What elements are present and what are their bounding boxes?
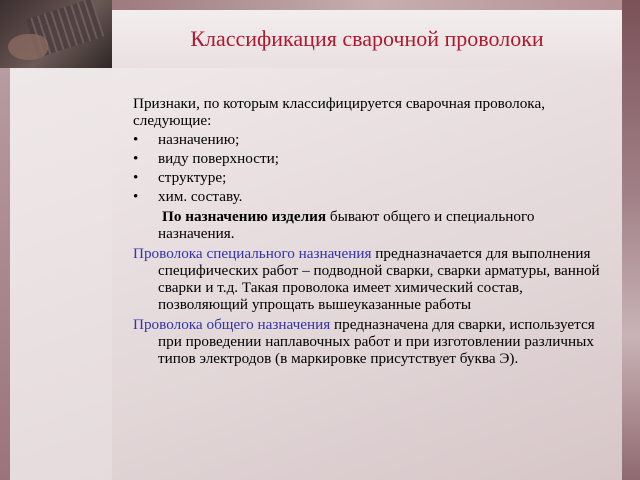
- title-bar: [112, 10, 622, 68]
- list-item: [133, 188, 603, 205]
- right-decoration: [622, 0, 640, 480]
- content-margin: [10, 68, 112, 480]
- list-item-text: структуре;: [158, 169, 227, 186]
- general-paragraph: [133, 316, 603, 367]
- list-item-text: виду поверхности;: [158, 150, 279, 167]
- list-item: [133, 131, 603, 148]
- bullet-icon: •: [133, 150, 139, 167]
- special-paragraph: [133, 245, 603, 313]
- bullet-icon: •: [133, 188, 139, 205]
- list-item: [133, 150, 603, 167]
- special-term: Проволока специального назначения: [133, 245, 372, 262]
- list-item-text: назначению;: [158, 131, 240, 148]
- hand-image: [8, 34, 48, 60]
- list-item-text: хим. составу.: [158, 188, 243, 205]
- corner-photo: [0, 0, 112, 68]
- slide-title: Классификация сварочной проволоки: [190, 26, 544, 51]
- criteria-list: [133, 131, 603, 205]
- bullet-icon: •: [133, 131, 139, 148]
- slide-body: [133, 95, 603, 367]
- purpose-paragraph: [133, 208, 603, 242]
- general-term: Проволока общего назначения: [133, 316, 331, 333]
- left-decoration: [0, 68, 10, 480]
- intro-text: Признаки, по которым классифицируется сварочная проволока, следующие:: [133, 95, 545, 129]
- purpose-text: бывают общего и специального назначения.: [158, 208, 535, 242]
- list-item: [133, 169, 603, 186]
- special-text: предназначается для выполнения специфических работ – подводной сварки, сварки арматуры, ванной сварки и т.д. Такая проволока имеет химический состав, позволяющий упрощать вышеуказанные работы: [158, 245, 600, 313]
- purpose-heading: По назначению изделия: [162, 208, 327, 225]
- top-decoration: [112, 0, 640, 10]
- general-text: предназначена для сварки, используется при проведении наплавочных работ и при изготовлении различных типов электродов (в маркировке присутствует буква Э).: [158, 316, 595, 367]
- bullet-icon: •: [133, 169, 139, 186]
